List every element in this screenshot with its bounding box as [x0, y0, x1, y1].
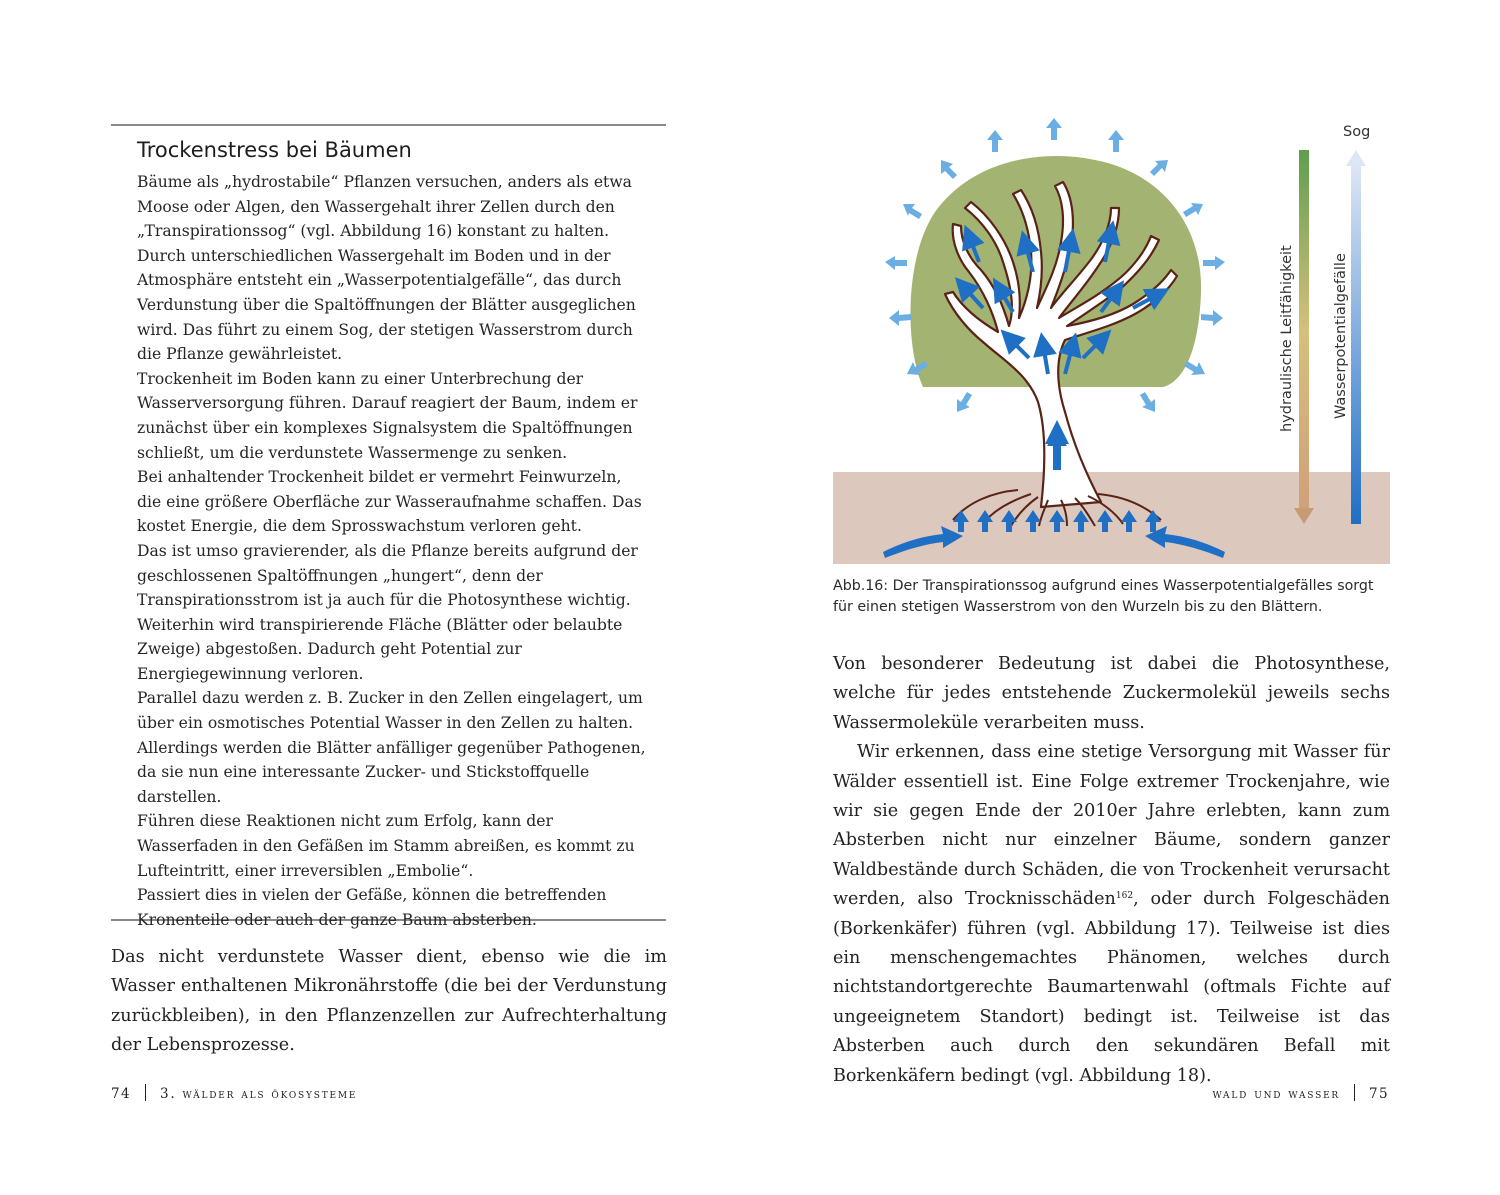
figure-caption: Abb.16: Der Transpirationssog aufgrund eines Wasserpotentialgefälles sorgt für einen stetigen Wasserstrom von den Wurzeln bis zu den Blättern. [833, 578, 1374, 615]
page-number-right: 75 [1369, 1086, 1389, 1102]
conductivity-bar [1294, 150, 1314, 524]
left-footer [111, 1084, 357, 1102]
page-number-left: 74 [111, 1086, 131, 1102]
right-footer [1212, 1084, 1389, 1102]
info-box-paragraph: Trockenheit im Boden kann zu einer Unterbrechung der Wasserversorgung führen. Darauf reagiert der Baum, indem er zunächst über ein komplexes Signalsystem die Spaltöffnungen schließt, um die verdunstete Wassermenge zu senken. [137, 369, 638, 462]
info-box-paragraph: Führen diese Reaktionen nicht zum Erfolg, kann der Wasserfaden in den Gefäßen im Stamm abreißen, es kommt zu Lufteintritt, einer irreversiblen „Embolie“. [137, 812, 635, 880]
left-body-text: Das nicht verdunstete Wasser dient, ebenso wie die im Wasser enthaltenen Mikronährstoffe (die bei der Verdunstung zurückbleiben), in den Pflanzenzellen zur Aufrechterhaltung der Lebensprozesse. [111, 947, 667, 1056]
paragraph-1: Von besonderer Bedeutung ist dabei die Photosynthese, welche für jedes entstehende Zuckermolekül jeweils sechs Wassermoleküle verarbeiten muss. [833, 654, 1390, 733]
root-uptake-arrows [953, 510, 1161, 532]
info-box-paragraph: Parallel dazu werden z. B. Zucker in den Zellen eingelagert, um über ein osmotisches Potential Wasser in den Zellen zu halten. Allerdings werden die Blätter anfälliger gegenüber Pathogenen, da sie nun eine interessante Zucker- und Stickstoffquelle darstellen. [137, 689, 646, 806]
right-body-text [833, 650, 1390, 1091]
paragraph-2-part-a: Wir erkennen, dass eine stetige Versorgung mit Wasser für Wälder essentiell ist. Eine Folge extremer Trockenjahre, wie wir sie gegen Ende der 2010er Jahre erlebten, kann zum Absterben nicht nur einzelner Bäume, sondern ganzer Waldbestände durch Schäden, die von Trockenheit verursacht werden, also Trocknisschäden [833, 742, 1390, 910]
potential-gradient-bar [1346, 150, 1366, 524]
info-box-body [137, 170, 647, 932]
transpiration-figure [833, 112, 1390, 567]
info-box-title: Trockenstress bei Bäumen [137, 138, 412, 162]
paragraph-2-part-b: , oder durch Folgeschäden (Borkenkäfer) führen (vgl. Abbildung 17). Teilweise ist dies ein menschengemachtes Phänomen, welches durch nichtstandortgerechte Baumartenwahl (oftmals Fichte auf ungeeignetem Standort) bedingt ist. Teilweise ist das Absterben auch durch den sekundären Befall mit Borkenkäfern bedingt (vgl. Abbildung 18). [833, 889, 1390, 1086]
paragraph-2 [833, 738, 1390, 1091]
info-box-paragraph: Das ist umso gravierender, als die Pflanze bereits aufgrund der geschlossenen Spaltöffnungen „hungert“, denn der Transpirationsstrom ist ja auch für die Photosynthese wichtig. [137, 541, 638, 610]
label-hydraulic-conductivity: hydraulische Leitfähigkeit [1279, 245, 1295, 432]
running-head-chapter: 3. wälder als ökosysteme [159, 1086, 358, 1102]
label-sog: Sog [1343, 124, 1371, 140]
info-box-paragraph: Weiterhin wird transpirierende Fläche (Blätter oder belaubte Zweige) abgestoßen. Dadurch geht Potential zur Energiegewinnung verloren. [137, 615, 623, 683]
footer-divider [1354, 1084, 1355, 1101]
right-page [750, 0, 1500, 1195]
info-box-paragraph: Bäume als „hydrostabile“ Pflanzen versuchen, anders als etwa Moose oder Algen, den Wassergehalt ihrer Zellen durch den „Transpirationssog“ (vgl. Abbildung 16) konstant zu halten. Durch unterschiedlichen Wassergehalt im Boden und in der Atmosphäre entsteht ein „Wasserpotentialgefälle“, das durch Verdunstung über die Spaltöffnungen der Blätter ausgeglichen wird. Das führt zu einem Sog, der stetigen Wasserstrom durch die Pflanze gewährleistet. [137, 173, 636, 364]
footer-divider [145, 1084, 146, 1101]
running-head-section: wald und wasser [1212, 1086, 1341, 1102]
label-water-potential-gradient: Wasserpotentialgefälle [1333, 253, 1349, 419]
info-box [111, 124, 666, 929]
info-box-paragraph: Bei anhaltender Trockenheit bildet er vermehrt Feinwurzeln, die eine größere Oberfläche zur Wasseraufnahme schaffen. Das kostet Energie, die dem Sprosswachstum verloren geht. [137, 468, 642, 536]
footnote-ref[interactable]: 162 [1115, 891, 1134, 902]
info-box-paragraph: Passiert dies in vielen der Gefäße, können die betreffenden Kronenteile oder auch der ganze Baum absterben. [137, 886, 607, 929]
